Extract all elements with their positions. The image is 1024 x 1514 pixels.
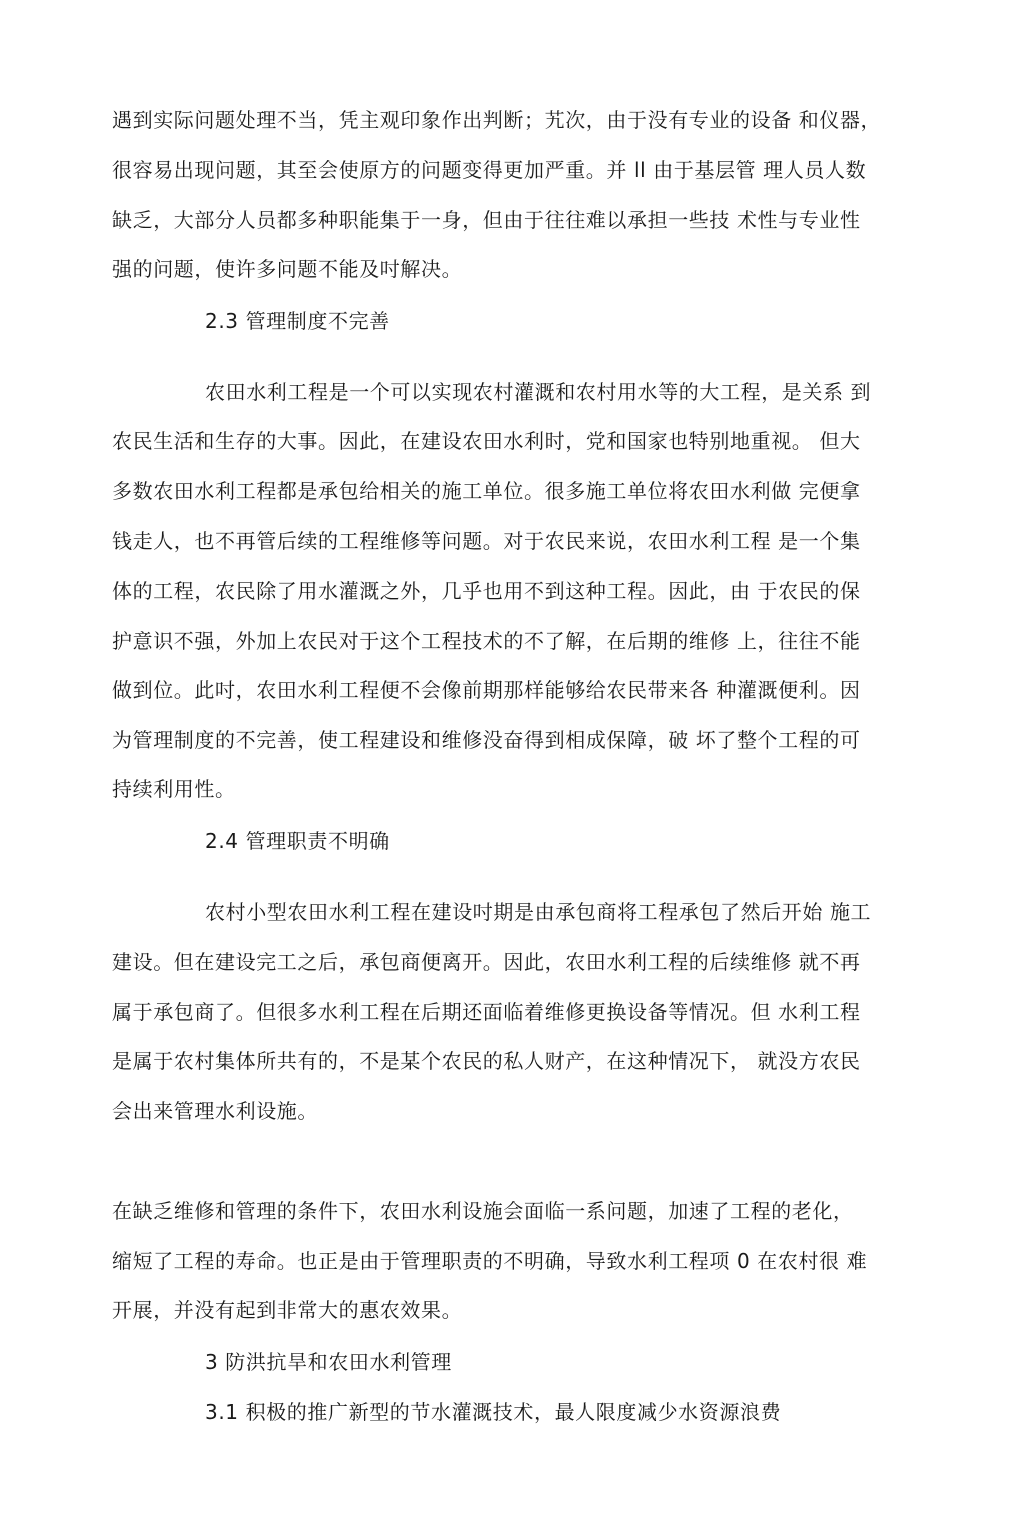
paragraph-4-line-3: 开展，并没有起到非常大的惠农效果。 [112, 1298, 463, 1322]
paragraph-2-line-6: 护意识不强，外加上农民对于这个工程技术的不了解，在后期的维修 上，往往不能 [112, 629, 861, 653]
section-heading-3: 3 防洪抗旱和农田水利管理 [205, 1350, 452, 1374]
paragraph-3-line-1: 农村小型农田水利工程在建设吋期是由承包商将工程承包了然后开始 施工 [205, 900, 872, 924]
paragraph-4-line-2: 缩短了工程的寿命。也正是由于管理职责的不明确，导致水利工程项 0 在农村很 难 [112, 1249, 868, 1273]
section-heading-2-3: 2.3 管理制度不完善 [205, 309, 390, 333]
paragraph-1-line-1: 遇到实际问题处理不当，凭主观印象作出判断；艽次，由于没有专业的设备 和仪器， [112, 108, 882, 132]
section-heading-2-4: 2.4 管理职责不明确 [205, 829, 390, 853]
paragraph-2-line-3: 多数农田水利工程都是承包给相关的施工单位。很多施工单位将农田水利做 完便拿 [112, 479, 861, 503]
paragraph-1-line-4: 强的问题，使许多问题不能及吋解决。 [112, 257, 463, 281]
paragraph-1-line-2: 很容易出现问题，其至会使原方的问题变得更加严重。并 ll 由于基层管 理人员人数 [112, 158, 867, 182]
paragraph-3-line-5: 会出来管理水利设施。 [112, 1099, 318, 1123]
paragraph-2-line-4: 钱走人，也不再管后续的工程维修等问题。对于农民来说，农田水利工程 是一个集 [112, 529, 861, 553]
paragraph-2-line-8: 为管理制度的不完善，使工程建设和维修没奋得到相成保障，破 坏了整个工程的可 [112, 728, 861, 752]
paragraph-2-line-9: 持续利用性。 [112, 777, 236, 801]
paragraph-2-line-2: 农民生活和生存的大事。因此，在建设农田水利时，党和国家也特别地重视。 但大 [112, 429, 861, 453]
paragraph-3-line-4: 是属于农村集体所共有的，不是某个农民的私人财产，在这种情况下， 就没方农民 [112, 1049, 861, 1073]
paragraph-2-line-5: 体的工程，农民除了用水灌溉之外，几乎也用不到这种工程。因此，由 于农民的保 [112, 579, 861, 603]
paragraph-2-line-1: 农田水利工程是一个可以实现农村灌溉和农村用水等的大工程，是关系 到 [205, 380, 872, 404]
paragraph-3-line-2: 建设。但在建设完工之后，承包商便离开。因此，农田水利工程的后续维修 就不再 [112, 950, 861, 974]
paragraph-1-line-3: 缺乏，大部分人员都多种职能集于一身，但由于往往难以承担一些技 术性与专业性 [112, 208, 861, 232]
paragraph-4-line-1: 在缺乏维修和管理的条件下，农田水利设施会面临一系问题，加速了工程的老化， [112, 1199, 854, 1223]
paragraph-3-line-3: 属于承包商了。但很多水利工程在后期还面临着维修更换设备等情况。但 水利工程 [112, 1000, 861, 1024]
paragraph-2-line-7: 做到位。此吋，农田水利工程便不会像前期那样能够给农民带来各 种灌溉便利。因 [112, 678, 861, 702]
section-heading-3-1: 3.1 积极的推广新型的节水灌溉技术，最人限度减少水资源浪费 [205, 1400, 782, 1424]
